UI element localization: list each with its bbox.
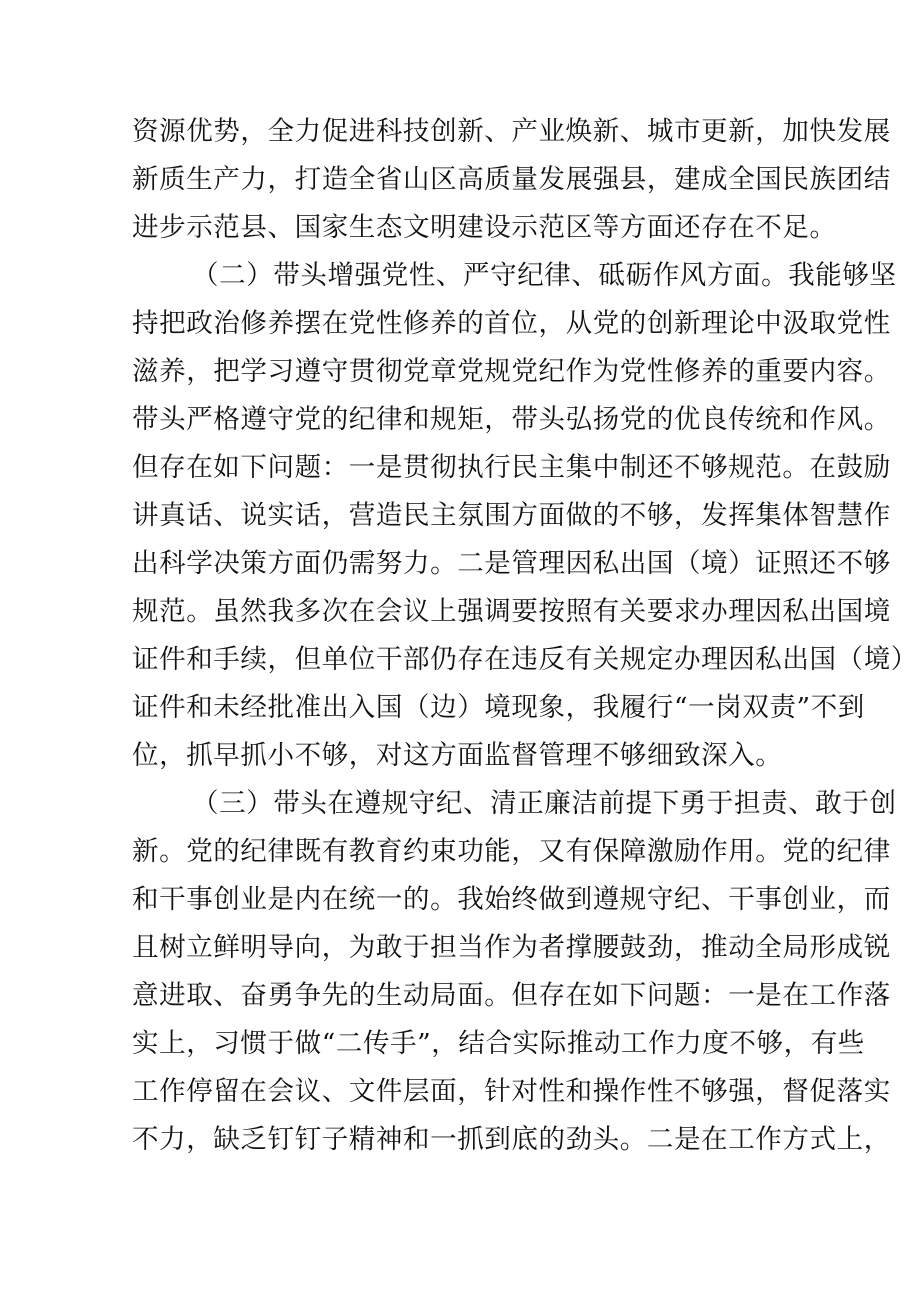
text-line: 证件和手续，但单位干部仍存在违反有关规定办理因私出国（境） [132, 644, 918, 675]
text-line: 新。党的纪律既有教育约束功能，又有保障激励作用。党的纪律 [132, 836, 891, 867]
text-line: 位，抓早抓小不够，对这方面监督管理不够细致深入。 [132, 740, 783, 771]
text-line: 进步示范县、国家生态文明建设示范区等方面还存在不足。 [132, 212, 837, 243]
text-line: 且树立鲜明导向，为敢于担当作为者撑腰鼓劲，推动全局形成锐 [132, 932, 891, 963]
section-heading-line: （二）带头增强党性、严守纪律、砥砺作风方面。我能够坚 [192, 260, 897, 291]
text-line: 出科学决策方面仍需努力。二是管理因私出国（境）证照还不够 [132, 548, 891, 579]
text-line: 不力，缺乏钉钉子精神和一抓到底的劲头。二是在工作方式上， [132, 1124, 891, 1155]
text-line: 讲真话、说实话，营造民主氛围方面做的不够，发挥集体智慧作 [132, 500, 891, 531]
text-line: 滋养，把学习遵守贯彻党章党规党纪作为党性修养的重要内容。 [132, 356, 891, 387]
text-line: 意进取、奋勇争先的生动局面。但存在如下问题：一是在工作落 [132, 980, 891, 1011]
text-line: 持把政治修养摆在党性修养的首位，从党的创新理论中汲取党性 [132, 308, 891, 339]
text-line: 和干事创业是内在统一的。我始终做到遵规守纪、干事创业，而 [132, 884, 891, 915]
document-body [132, 108, 918, 1164]
text-line: 实上，习惯于做“二传手”，结合实际推动工作力度不够，有些 [132, 1028, 865, 1059]
text-line: 证件和未经批准出入国（边）境现象，我履行“一岗双责”不到 [132, 692, 865, 723]
text-line: 但存在如下问题：一是贯彻执行民主集中制还不够规范。在鼓励 [132, 452, 891, 483]
section-heading-line: （三）带头在遵规守纪、清正廉洁前提下勇于担责、敢于创 [192, 788, 897, 819]
text-line: 资源优势，全力促进科技创新、产业焕新、城市更新，加快发展 [132, 116, 891, 147]
text-line: 工作停留在会议、文件层面，针对性和操作性不够强，督促落实 [132, 1076, 891, 1107]
text-line: 带头严格遵守党的纪律和规矩，带头弘扬党的优良传统和作风。 [132, 404, 891, 435]
text-line: 规范。虽然我多次在会议上强调要按照有关要求办理因私出国境 [132, 596, 891, 627]
text-line: 新质生产力，打造全省山区高质量发展强县，建成全国民族团结 [132, 164, 891, 195]
